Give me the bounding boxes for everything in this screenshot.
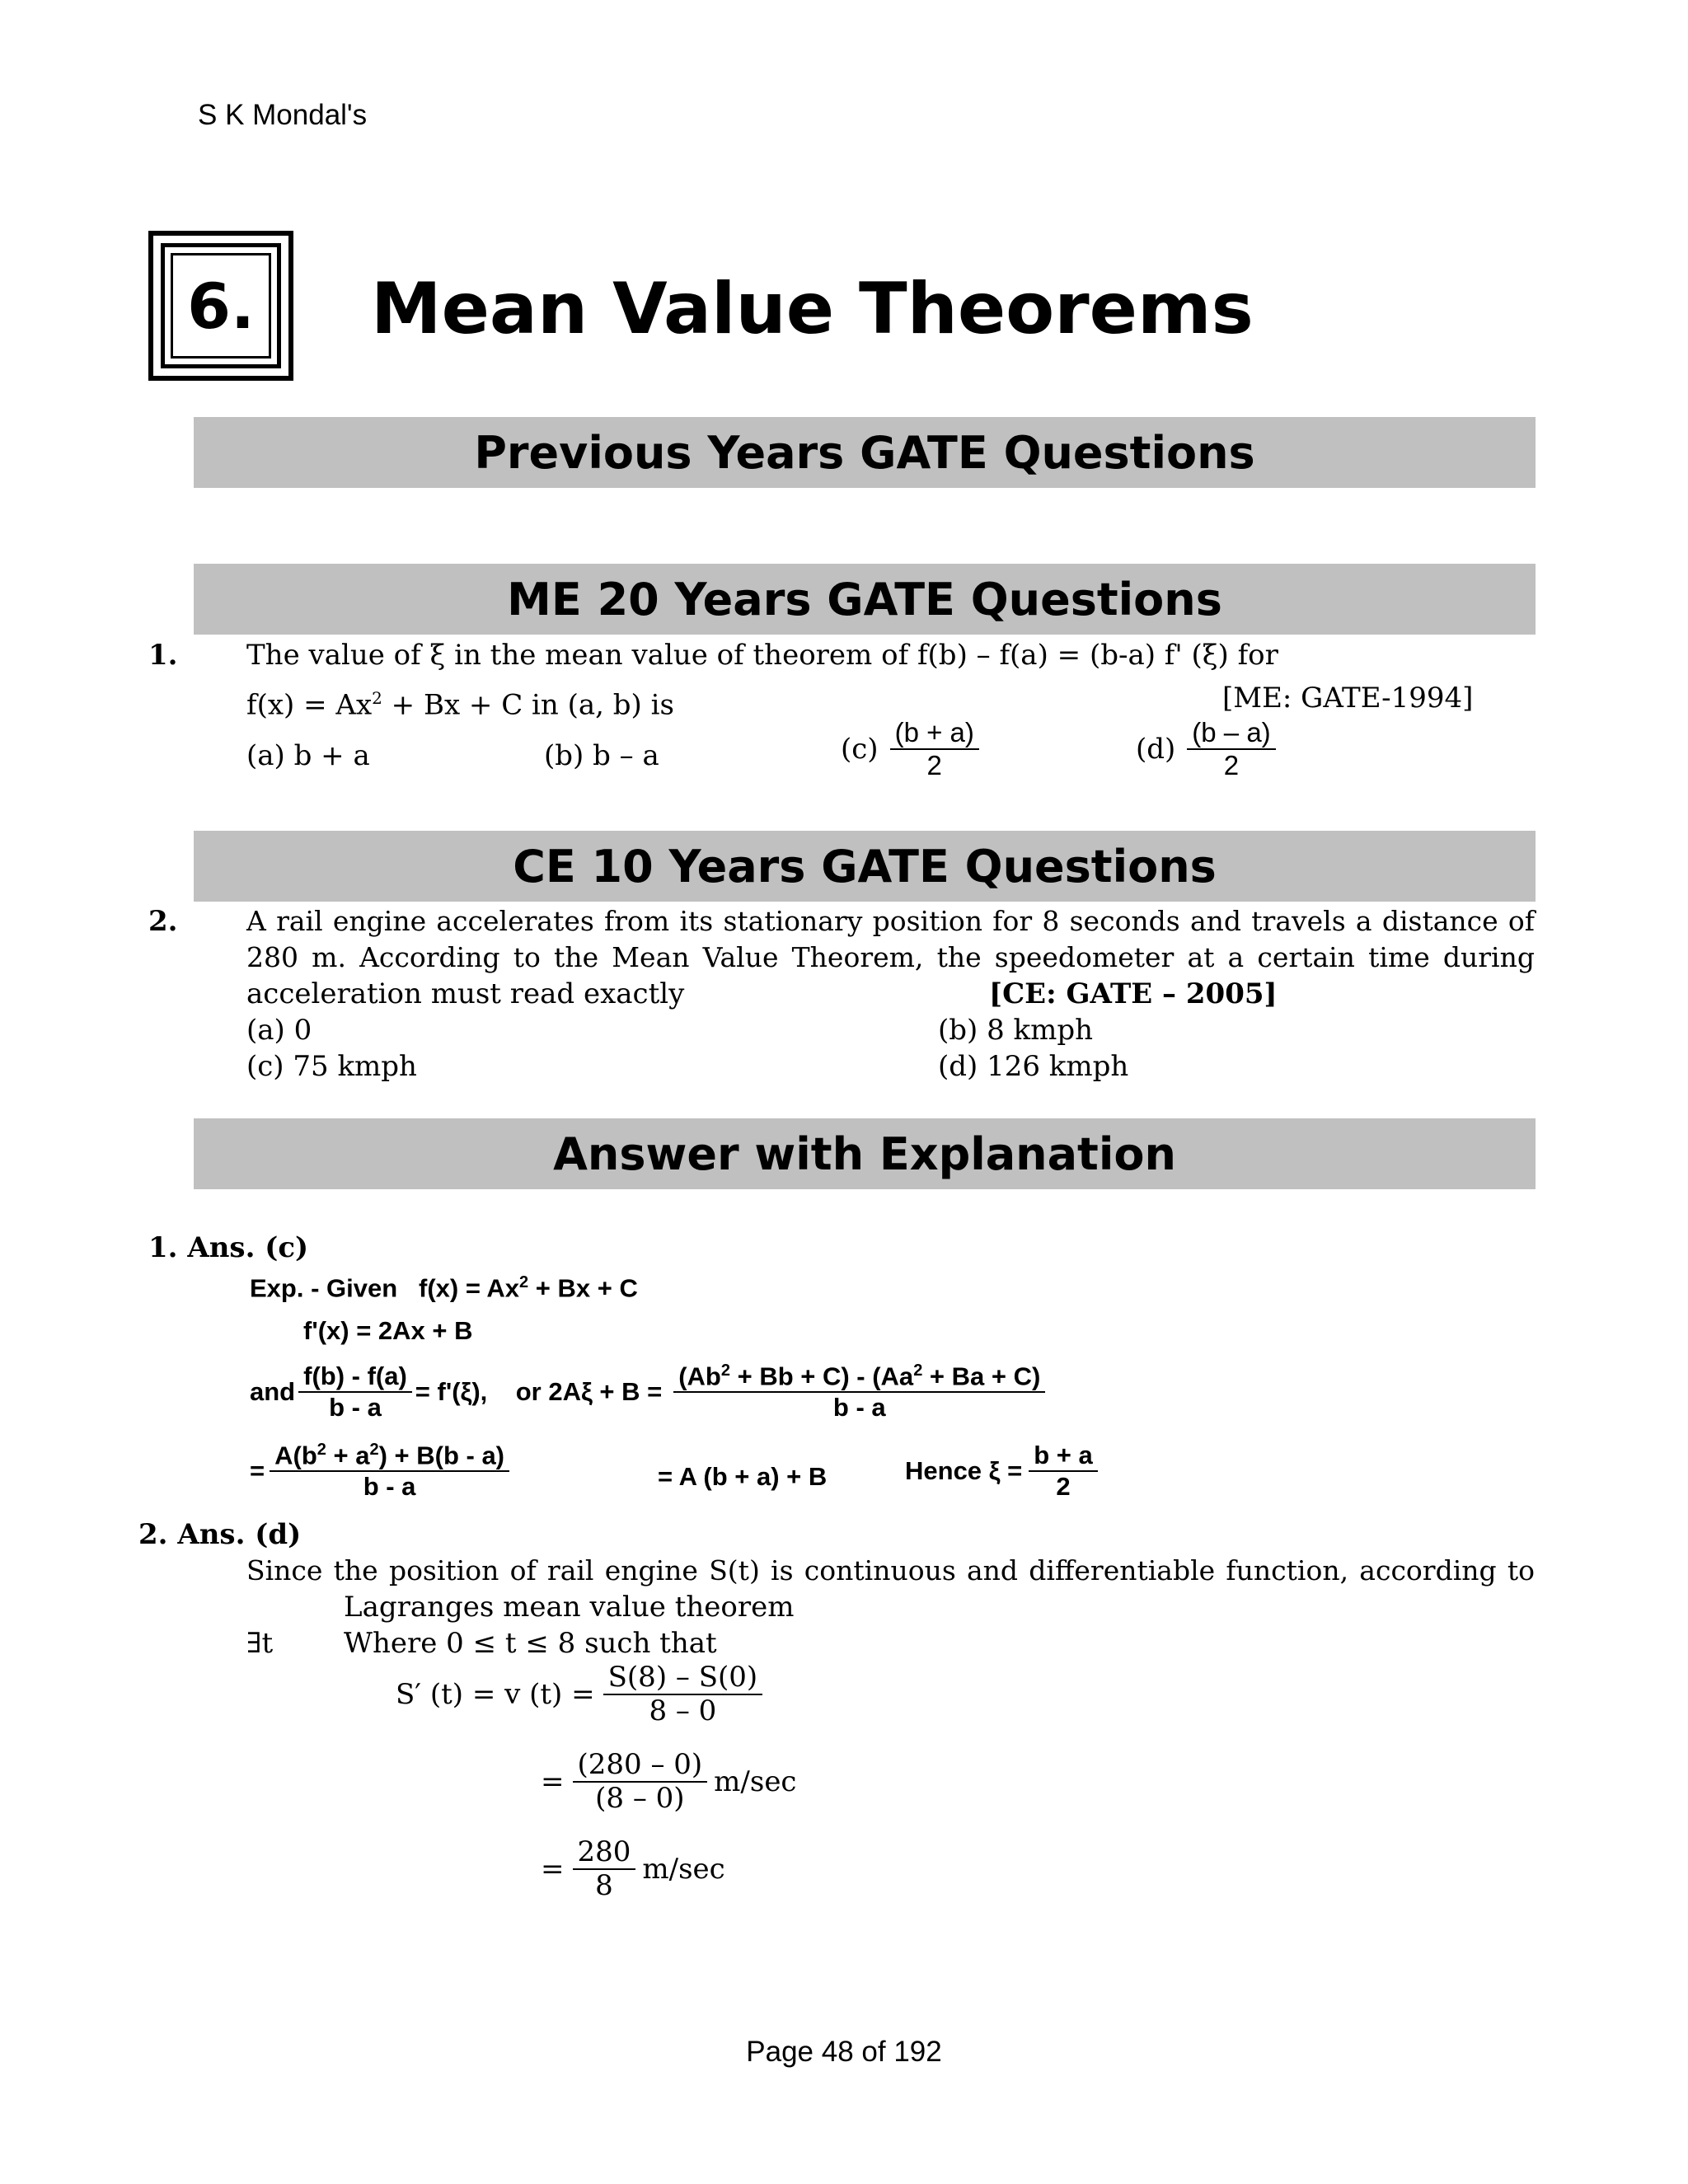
q1-line1: The value of ξ in the mean value of theorem of f(b) – f(a) = (b-a) f' (ξ) for (246, 639, 1278, 672)
q2-line2: 280 m. According to the Mean Value Theorem, the speedometer at a certain time during (246, 941, 1535, 973)
q1-option-b: (b) b – a (544, 739, 659, 772)
chapter-number-box (148, 231, 293, 381)
page-footer-number: Page 48 of 192 (746, 2036, 942, 2068)
chapter-number: 6. (171, 253, 271, 359)
q2-option-a: (a) 0 (246, 1014, 312, 1047)
band-ce-questions: CE 10 Years GATE Questions (194, 831, 1536, 902)
band-me-questions: ME 20 Years GATE Questions (194, 564, 1536, 635)
q1-line2: $f(x) = Ax^2 + Bx + C$ in (a, b) is (246, 688, 674, 722)
q2-option-d: (d) 126 kmph (938, 1050, 1129, 1083)
q2-line1: A rail engine accelerates from its stationary position for 8 seconds and travels a distance of (246, 905, 1535, 937)
chapter-title: Mean Value Theorems (371, 268, 1254, 350)
answer2-heading: 2. Ans. (d) (138, 1518, 302, 1551)
answer2-line1: Since the position of rail engine S(t) is continuous and differentiable function, according to (246, 1554, 1535, 1586)
q2-exam-tag: [CE: GATE – 2005] (989, 977, 1278, 1010)
band-answers: Answer with Explanation (194, 1118, 1536, 1189)
band-previous-years: Previous Years GATE Questions (194, 417, 1536, 488)
answer2-substitution-eq: = $\frac{(280 - 0)}{(8 - 0)}$ m/sec (541, 1748, 797, 1816)
q1-number: 1. (148, 639, 178, 672)
q2-number: 2. (148, 905, 178, 938)
q2-option-b: (b) 8 kmph (938, 1014, 1094, 1047)
answer1-mvt-line: and $\frac{f(b) - f(a)}{b - a}$ = f'(ξ), or 2Aξ + B = $\frac{(Ab^2 + Bb + C) - (Aa^2 + Ba + C)}{b - a}$ (250, 1361, 1045, 1422)
q2-line3: acceleration must read exactly (246, 977, 685, 1010)
answer1-derivative-line: f'(x) = 2Ax + B (303, 1316, 473, 1345)
answer1-result-line: = $\frac{A(b^2 + a^2) + B(b - a)}{b - a}$ (250, 1441, 509, 1502)
answer2-final-eq: = $\frac{280}{8}$ m/sec (541, 1835, 725, 1903)
q1-option-c: (c) $\frac{(b + a)}{2}$ (841, 717, 979, 781)
answer2-derivative-eq: S′ (t) = v (t) = $\frac{S(8) - S(0)}{8 - 0}$ (396, 1661, 762, 1727)
answer1-given-line: Exp. - Given $f(x) = Ax^2 + Bx + C$ (250, 1273, 638, 1303)
answer2-exists: ∃t (246, 1627, 274, 1660)
q1-option-d: (d) $\frac{(b - a)}{2}$ (1136, 717, 1276, 781)
q1-exam-tag: [ME: GATE-1994] (1222, 682, 1474, 715)
page-header-author: S K Mondal's (198, 99, 368, 131)
answer2-line2: Lagranges mean value theorem (344, 1591, 795, 1624)
answer1-simplified: = A (b + a) + B (658, 1462, 828, 1491)
answer1-hence: Hence ξ = $\frac{b + a}{2}$ (905, 1441, 1098, 1501)
q2-option-c: (c) 75 kmph (246, 1050, 417, 1083)
answer1-heading: 1. Ans. (c) (148, 1231, 309, 1264)
answer2-where: Where 0 ≤ t ≤ 8 such that (344, 1627, 717, 1660)
q1-option-a: (a) b + a (246, 739, 370, 772)
